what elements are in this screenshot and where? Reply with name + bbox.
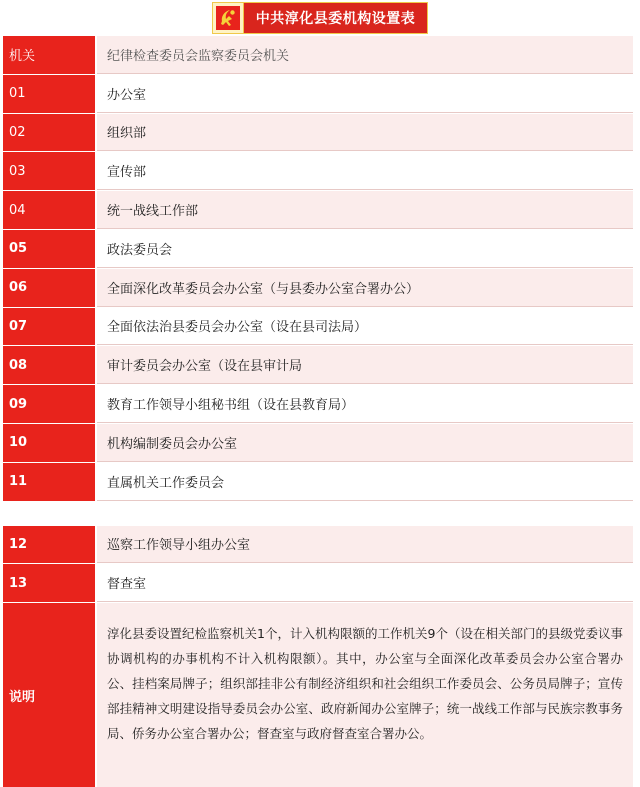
note-row (3, 603, 633, 787)
org-table (3, 36, 633, 787)
row-name: 机构编制委员会办公室 (97, 424, 633, 462)
table-row (3, 191, 633, 230)
header-name-cell: 纪律检查委员会监察委员会机关 (97, 36, 633, 74)
table-row (3, 346, 633, 385)
row-code: 06 (3, 269, 97, 307)
row-code: 12 (3, 526, 97, 564)
row-name: 统一战线工作部 (97, 191, 633, 229)
table-row (3, 269, 633, 308)
party-emblem-icon (213, 3, 244, 33)
row-name: 直属机关工作委员会 (97, 463, 633, 501)
row-code: 02 (3, 114, 97, 152)
title-banner (212, 2, 429, 34)
row-code: 03 (3, 152, 97, 190)
row-code: 08 (3, 346, 97, 384)
row-name: 督查室 (97, 564, 633, 602)
header-code-cell: 机关 (3, 36, 97, 74)
row-code: 05 (3, 230, 97, 268)
row-code: 01 (3, 75, 97, 113)
table-row (3, 114, 633, 153)
table-row (3, 424, 633, 463)
row-code: 13 (3, 564, 97, 602)
row-name: 教育工作领导小组秘书组（设在县教育局） (97, 385, 633, 423)
note-text: 淳化县委设置纪检监察机关1个，计入机构限额的工作机关9个（设在相关部门的县级党委议事协调机构的办事机构不计入机构限额）。其中，办公室与全面深化改革委员会办公室合署办公、挂档案局牌子；组织部挂非公有制经济组织和社会组织工作委员会、公务员局牌子；宣传部挂精神文明建设指导委员会办公室、政府新闻办公室牌子；统一战线工作部与民族宗教事务局、侨务办公室合署办公；督查室与政府督查室合署办公。 (97, 603, 633, 787)
row-code: 07 (3, 308, 97, 346)
table-gap (3, 502, 633, 526)
row-name: 办公室 (97, 75, 633, 113)
row-name: 审计委员会办公室（设在县审计局 (97, 346, 633, 384)
row-code: 10 (3, 424, 97, 462)
table-row (3, 564, 633, 603)
table-row (3, 526, 633, 565)
row-name: 巡察工作领导小组办公室 (97, 526, 633, 564)
row-code: 11 (3, 463, 97, 501)
row-name: 组织部 (97, 114, 633, 152)
row-code: 09 (3, 385, 97, 423)
row-code: 04 (3, 191, 97, 229)
row-name: 全面依法治县委员会办公室（设在县司法局） (97, 308, 633, 346)
table-row (3, 308, 633, 347)
title-area (0, 0, 640, 36)
table-row (3, 152, 633, 191)
note-label: 说明 (3, 603, 97, 787)
row-name: 全面深化改革委员会办公室（与县委办公室合署办公） (97, 269, 633, 307)
table-header-row (3, 36, 633, 75)
row-name: 宣传部 (97, 152, 633, 190)
table-row (3, 230, 633, 269)
page-title: 中共淳化县委机构设置表 (255, 11, 416, 27)
table-row (3, 75, 633, 114)
table-row (3, 385, 633, 424)
table-row (3, 463, 633, 502)
row-name: 政法委员会 (97, 230, 633, 268)
